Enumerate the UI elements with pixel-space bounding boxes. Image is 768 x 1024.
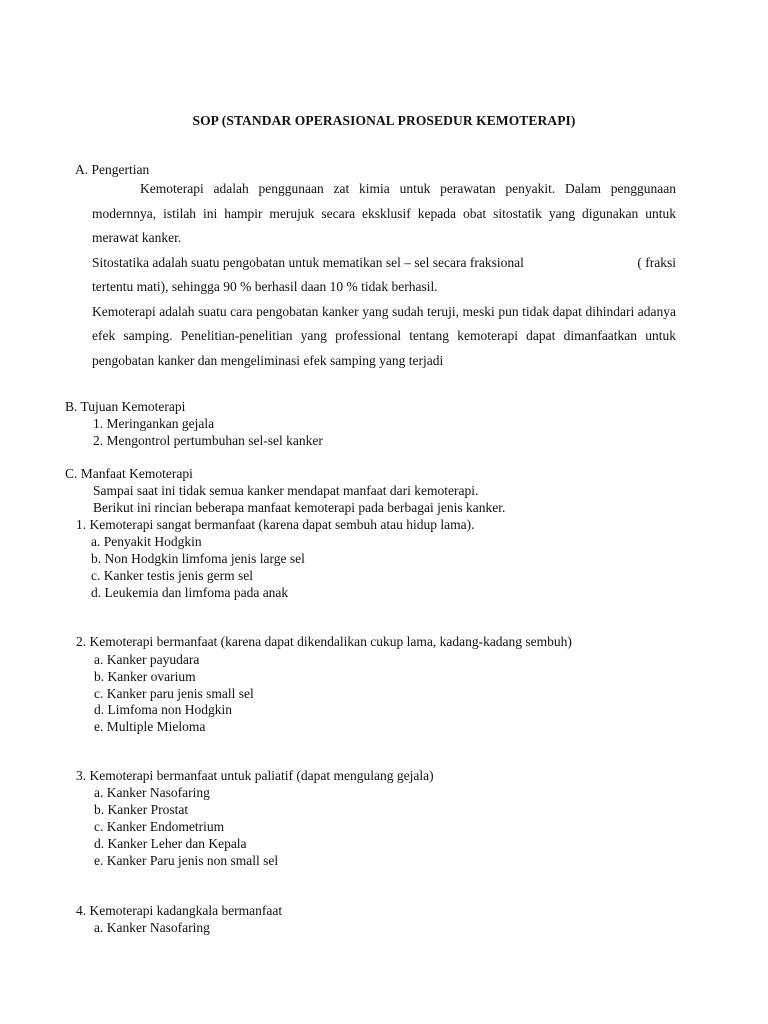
section-a-paragraph-2-left: Sitostatika adalah suatu pengobatan untuk mematikan sel – sel secara fraksional [92, 254, 524, 270]
section-a-paragraph-2-right: ( fraksi [637, 254, 676, 270]
list-item: e. Kanker Paru jenis non small sel [94, 853, 279, 868]
section-c-heading: C. Manfaat Kemoterapi [65, 466, 193, 481]
section-a-paragraph-3: Kemoterapi adalah suatu cara pengobatan kanker yang sudah teruji, meski pun tidak dapat dihindari adanya efek samping. Penelitian-penelitian yang professional tentang kemoterapi dapat dimanfaatkan untuk pengobatan kanker dan mengeliminasi efek samping yang terjadi [92, 303, 676, 368]
list-item: a. Kanker Nasofaring [94, 920, 210, 935]
list-item: b. Kanker Prostat [94, 802, 189, 817]
list-item: a. Penyakit Hodgkin [91, 534, 202, 549]
list-item: d. Limfoma non Hodgkin [94, 702, 232, 717]
benefit-group-heading: 2. Kemoterapi bermanfaat (karena dapat dikendalikan cukup lama, kadang-kadang sembuh) [76, 634, 572, 649]
list-item: 2. Mengontrol pertumbuhan sel-sel kanker [93, 433, 323, 448]
list-item: d. Leukemia dan limfoma pada anak [91, 585, 289, 600]
section-a-paragraph-2-line-2: tertentu mati), sehingga 90 % berhasil daan 10 % tidak berhasil. [92, 279, 438, 294]
list-item: c. Kanker testis jenis germ sel [91, 568, 253, 583]
document-title: SOP (STANDAR OPERASIONAL PROSEDUR KEMOTERAPI) [192, 113, 576, 128]
list-item: a. Kanker payudara [94, 652, 200, 667]
list-item: b. Kanker ovarium [94, 669, 196, 684]
section-b-heading: B. Tujuan Kemoterapi [65, 399, 186, 414]
benefit-group-heading: 4. Kemoterapi kadangkala bermanfaat [76, 903, 283, 918]
list-item: 1. Meringankan gejala [93, 416, 215, 431]
section-c-intro-2: Berikut ini rincian beberapa manfaat kemoterapi pada berbagai jenis kanker. [93, 500, 506, 515]
list-item: c. Kanker paru jenis small sel [94, 686, 254, 701]
list-item: b. Non Hodgkin limfoma jenis large sel [91, 551, 305, 566]
section-a-heading: A. Pengertian [75, 162, 150, 177]
list-item: c. Kanker Endometrium [94, 819, 225, 834]
benefit-group-heading: 1. Kemoterapi sangat bermanfaat (karena dapat sembuh atau hidup lama). [76, 517, 475, 532]
section-a-paragraph-1: Kemoterapi adalah penggunaan zat kimia untuk perawatan penyakit. Dalam penggunaan modernnya, istilah ini hampir merujuk secara eksklusif kepada obat sitostatik yang digunakan untuk merawat kanker. [92, 181, 676, 245]
list-item: a. Kanker Nasofaring [94, 785, 210, 800]
benefit-group-heading: 3. Kemoterapi bermanfaat untuk paliatif (dapat mengulang gejala) [76, 768, 434, 783]
list-item: d. Kanker Leher dan Kepala [94, 836, 247, 851]
section-a-body [92, 177, 676, 373]
section-c-intro-1: Sampai saat ini tidak semua kanker mendapat manfaat dari kemoterapi. [93, 483, 479, 498]
section-a-paragraph-2-line-1 [92, 251, 676, 276]
list-item: e. Multiple Mieloma [94, 719, 206, 734]
